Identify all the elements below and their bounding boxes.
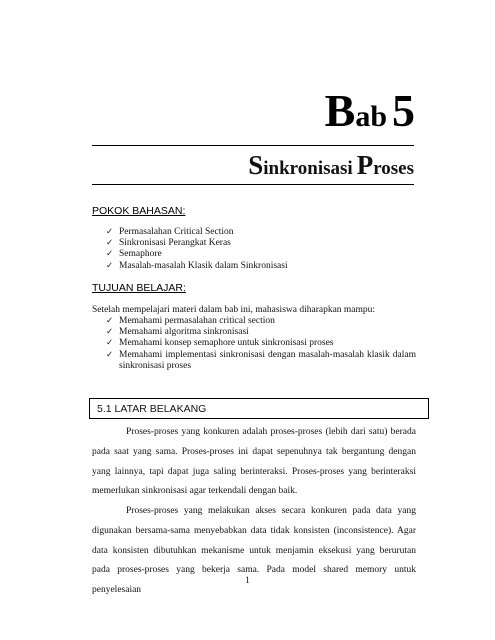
chapter-title: Sinkronisasi Proses: [248, 150, 414, 180]
checkmark-icon: ✓: [106, 327, 114, 338]
title-rule-bottom: [92, 184, 414, 185]
chapter-word-initial: B: [324, 85, 356, 136]
checkmark-icon: ✓: [106, 260, 114, 271]
list-item: ✓ Semaphore: [106, 249, 162, 260]
checkmark-icon: ✓: [106, 249, 114, 260]
checkmark-icon: ✓: [106, 349, 114, 360]
section-heading: 5.1 LATAR BELAKANG: [97, 403, 207, 415]
tujuan-belajar-list: [106, 316, 416, 372]
section-heading-box: [89, 398, 429, 419]
title-rule-top: [92, 145, 414, 146]
checkmark-icon: ✓: [106, 227, 114, 237]
list-item: ✓ Memahami permasalahan critical section: [106, 316, 275, 326]
page-number: 1: [245, 576, 250, 586]
list-item: ✓ Memahami algoritma sinkronisasi: [106, 327, 249, 338]
chapter-word-rest: ab: [355, 100, 387, 133]
chapter-number: 5: [392, 85, 415, 136]
list-item: ✓ Sinkronisasi Perangkat Keras: [106, 238, 231, 249]
checkmark-icon: ✓: [106, 338, 114, 349]
body-paragraph-2: Proses-proses yang melakukan akses secara konkuren pada data yang digunakan bersama-sama menyebabkan data tidak konsisten (inconsistence). Agar data konsisten dibutuhkan mekanisme untuk menjamin eksekusi yang berurutan pada proses-proses yang bekerja sama. Pada model shared memory untuk penyelesaian: [92, 506, 416, 596]
list-item: ✓ Masalah-masalah Klasik dalam Sinkronisasi: [106, 260, 288, 271]
pokok-bahasan-heading: POKOK BAHASAN:: [92, 205, 186, 217]
tujuan-intro: Setelah mempelajari materi dalam bab ini, mahasiswa diharapkan mampu:: [92, 305, 376, 315]
tujuan-belajar-heading: TUJUAN BELAJAR:: [92, 282, 186, 294]
checkmark-icon: ✓: [106, 238, 114, 249]
pokok-bahasan-list: [106, 227, 426, 272]
chapter-heading: [324, 85, 415, 136]
list-item: ✓ Permasalahan Critical Section: [106, 227, 234, 237]
list-item: ✓ Memahami implementasi sinkronisasi dengan masalah-masalah klasik dalam sinkronisasi proses: [106, 349, 416, 371]
body-paragraph-1: Proses-proses yang konkuren adalah proses-proses (lebih dari satu) berada pada saat yang sama. Proses-proses ini dapat sepenuhnya tak bergantung dengan yang lainnya, tapi dapat juga saling berinteraksi. Proses-proses yang berinteraksi memerlukan sinkronisasi agar terkendali dengan baik.: [92, 427, 416, 497]
list-item: ✓ Memahami konsep semaphore untuk sinkronisasi proses: [106, 338, 334, 349]
checkmark-icon: ✓: [106, 316, 114, 326]
